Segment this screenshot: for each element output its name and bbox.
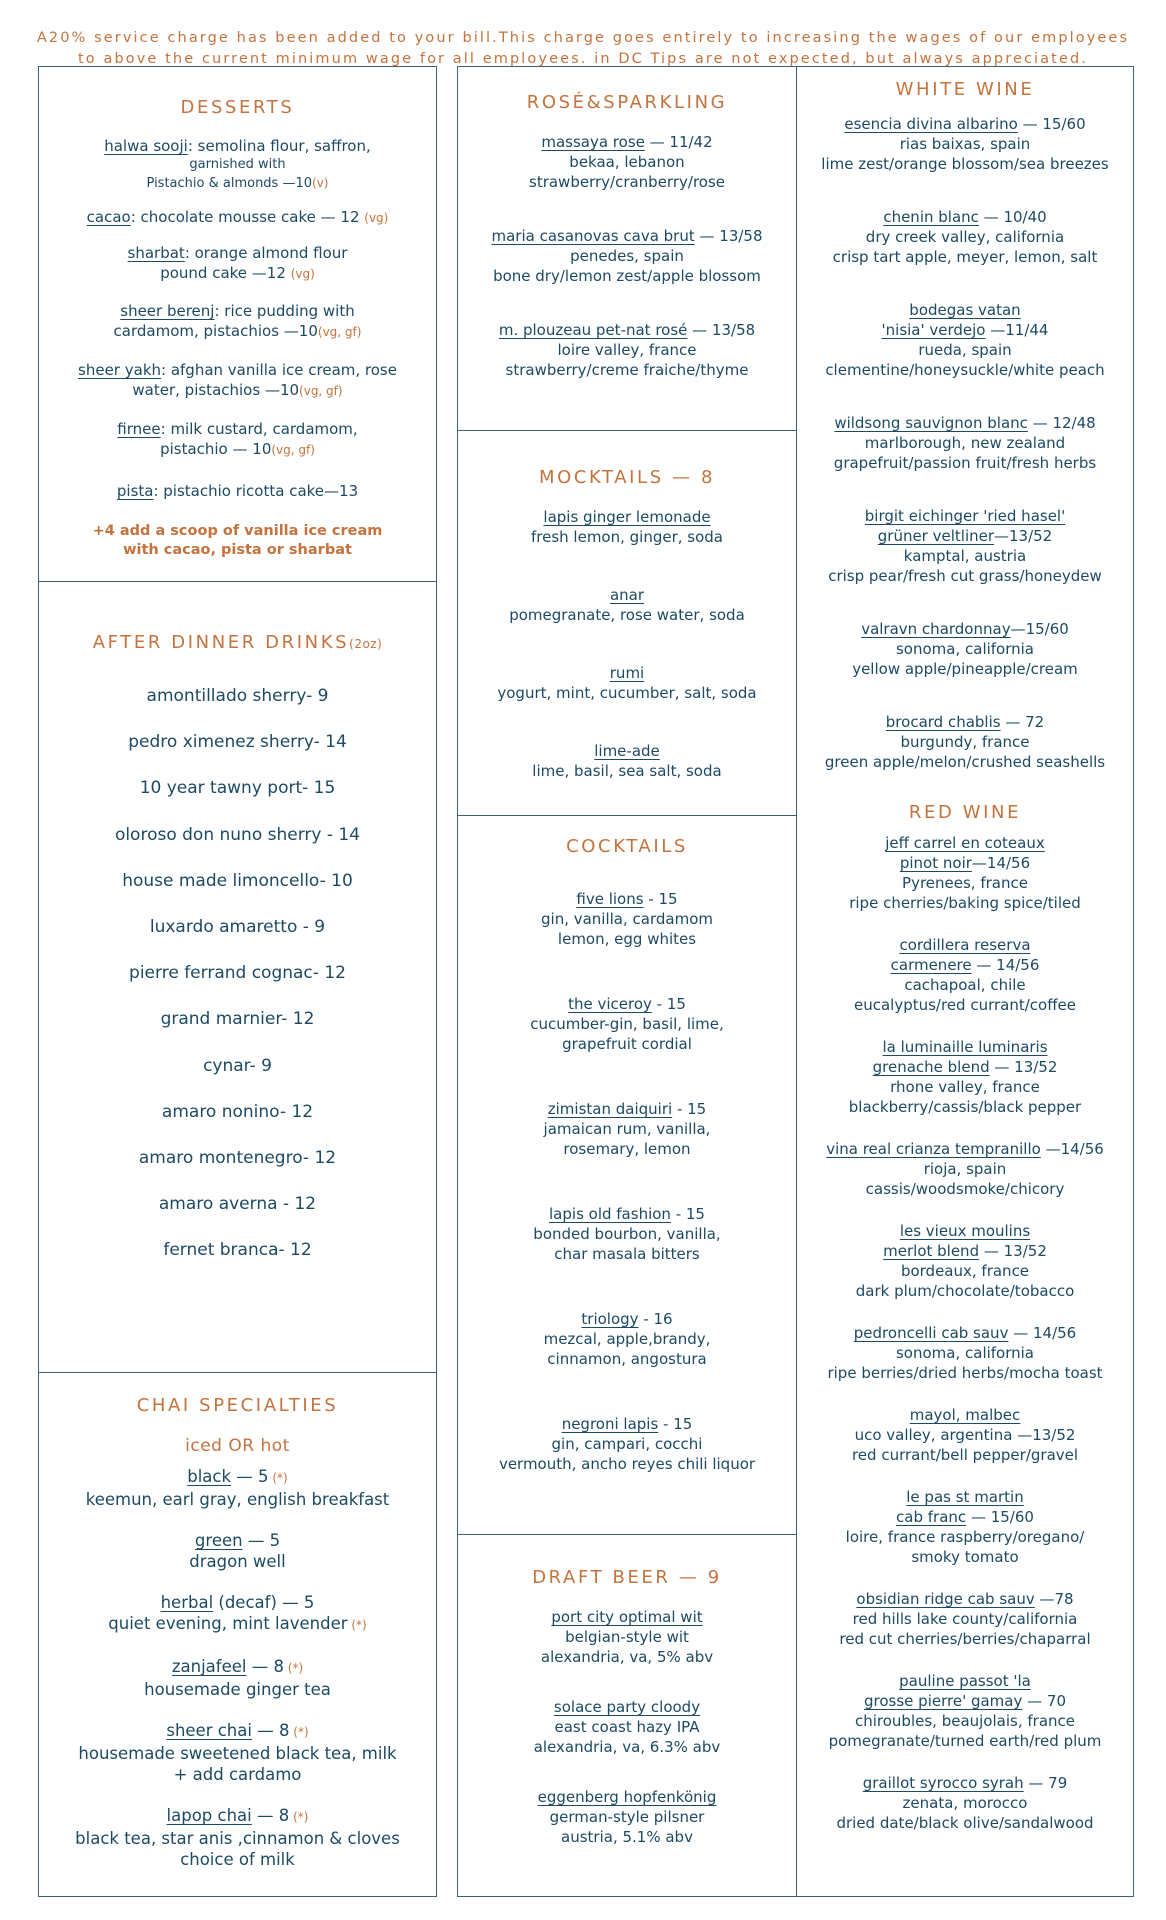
white-wine-item-name: bodegas vatan <box>909 301 1021 319</box>
middle-column <box>457 66 796 1897</box>
white-wine-item-name: 'nisia' verdejo <box>881 321 986 339</box>
white-wine-item-name: birgit eichinger 'ried hasel' <box>864 507 1066 525</box>
red-wine-heading: RED WINE <box>908 802 1022 823</box>
white-wine-item: brocard chablis — 72 burgundy, france green apple/melon/crushed seashells <box>824 713 1106 771</box>
white-wine-item-name: grüner veltliner <box>877 527 995 545</box>
red-wine-item: mayol, malbec uco valley, argentina —13/52 red currant/bell pepper/gravel <box>851 1406 1079 1464</box>
rose-item: massaya rose — 11/42 bekaa, lebanon strawberry/cranberry/rose <box>529 133 725 191</box>
red-wine-item: le pas st martin cab franc — 15/60 loire, france raspberry/oregano/ smoky tomato <box>797 1487 1133 1567</box>
dessert-name: pista <box>116 482 154 500</box>
mocktail-item-name: lapis ginger lemonade <box>543 508 711 526</box>
mocktail-item-name: rumi <box>609 664 645 682</box>
white-wine-item-name: esencia divina albarino <box>844 115 1018 133</box>
cocktail-item-name: the viceroy <box>568 995 652 1013</box>
chai-item: zanjafeel — 8 (*) housemade ginger tea <box>144 1657 331 1699</box>
red-wine-item-name: la luminaille luminaris <box>882 1038 1048 1056</box>
white-wine-section <box>797 67 1133 772</box>
mocktail-item: lime-ade lime, basil, sea salt, soda <box>532 742 722 780</box>
cocktail-item-name: triology <box>581 1310 639 1328</box>
beer-item-name: port city optimal wit <box>551 1608 703 1626</box>
desserts-heading: DESSERTS <box>180 97 295 118</box>
white-wine-item: birgit eichinger 'ried hasel' grüner veltliner—13/52 kamptal, austria crisp pear/fresh cut grass/honeydew <box>797 506 1133 586</box>
mocktail-item: anar pomegranate, rose water, soda <box>509 586 745 624</box>
dessert-item: pista: pistachio ricotta cake—13 <box>116 482 359 500</box>
chai-name: herbal <box>160 1593 214 1612</box>
red-wine-item-name: graillot syrocco syrah <box>862 1774 1024 1792</box>
after-dinner-item: pierre ferrand cognac- 12 <box>129 963 346 984</box>
white-wine-list <box>797 114 1133 772</box>
red-wine-item-name: le pas st martin <box>906 1488 1024 1506</box>
after-dinner-item: amaro nonino- 12 <box>161 1101 314 1122</box>
red-wine-list <box>797 833 1133 1833</box>
chai-name: green <box>194 1531 243 1550</box>
dessert-name: halwa sooji <box>104 137 188 155</box>
rose-sparkling-section <box>458 67 796 430</box>
after-dinner-drinks-section <box>39 582 436 1372</box>
cocktails-list <box>458 889 796 1474</box>
mocktails-list <box>458 507 796 781</box>
rose-item-name: m. plouzeau pet-nat rosé <box>498 321 688 339</box>
white-wine-heading: WHITE WINE <box>895 79 1035 100</box>
cocktail-item-name: lapis old fashion <box>549 1205 671 1223</box>
dessert-item: sheer yakh: afghan vanilla ice cream, rose water, pistachios —10(vg, gf) <box>78 361 397 399</box>
rose-item-name: massaya rose <box>541 133 645 151</box>
red-wine-section <box>797 802 1133 1833</box>
cocktail-item-name: zimistan daiquiri <box>547 1100 673 1118</box>
red-wine-item: obsidian ridge cab sauv —78 red hills lake county/california red cut cherries/berries/chaparral <box>839 1590 1091 1648</box>
white-wine-item-name: wildsong sauvignon blanc <box>834 414 1028 432</box>
left-column <box>38 66 437 1897</box>
dessert-name: sharbat <box>127 244 185 262</box>
after-dinner-item: house made limoncello- 10 <box>122 870 353 891</box>
notice-line-1: A20% service charge has been added to your bill.This charge goes entirely to increasing the wages of our employees <box>36 30 1130 46</box>
red-wine-item-name: obsidian ridge cab sauv <box>856 1590 1035 1608</box>
after-dinner-item: grand marnier- 12 <box>160 1009 315 1030</box>
red-wine-item-name: grosse pierre' gamay <box>864 1692 1023 1710</box>
beer-item-name: eggenberg hopfenkönig <box>537 1788 717 1806</box>
red-wine-item-name: jeff carrel en coteaux <box>885 834 1045 852</box>
cocktail-item: zimistan daiquiri - 15 jamaican rum, vanilla, rosemary, lemon <box>543 1100 711 1158</box>
after-dinner-item: fernet branca- 12 <box>163 1240 312 1261</box>
chai-name: zanjafeel <box>171 1657 247 1676</box>
draft-beer-heading: DRAFT BEER — 9 <box>532 1567 722 1588</box>
cocktail-item-name: five lions <box>576 890 644 908</box>
red-wine-item: la luminaille luminaris grenache blend — 13/52 rhone valley, france blackberry/cassis/black pepper <box>797 1037 1133 1117</box>
mocktail-item-name: anar <box>609 586 645 604</box>
dessert-item: halwa sooji: semolina flour, saffron, garnished with Pistachio & almonds —10(v) <box>104 137 371 191</box>
red-wine-item-name: mayol, malbec <box>909 1406 1021 1424</box>
red-wine-item-name: pedroncelli cab sauv <box>853 1324 1009 1342</box>
cocktail-item: lapis old fashion - 15 bonded bourbon, vanilla, char masala bitters <box>533 1205 721 1263</box>
chai-name: sheer chai <box>166 1721 252 1740</box>
dessert-item: firnee: milk custard, cardamom, pistachio — 10(vg, gf) <box>117 420 358 458</box>
dessert-item: sheer berenj: rice pudding with cardamom, pistachios —10(vg, gf) <box>113 302 362 340</box>
white-wine-item: valravn chardonnay—15/60 sonoma, california yellow apple/pineapple/cream <box>852 620 1078 678</box>
mocktails-section <box>458 431 796 815</box>
dessert-name: cacao <box>86 208 131 226</box>
red-wine-item-name: merlot blend <box>883 1242 980 1260</box>
chai-item: herbal (decaf) — 5 quiet evening, mint lavender (*) <box>108 1593 367 1633</box>
after-dinner-item: amontillado sherry- 9 <box>146 686 329 706</box>
desserts-section <box>39 67 436 581</box>
white-wine-item-name: valravn chardonnay <box>861 620 1011 638</box>
chai-item: black — 5 (*) keemun, earl gray, english breakfast <box>85 1467 390 1509</box>
chai-heading: CHAI SPECIALTIES <box>136 1395 339 1416</box>
white-wine-item: wildsong sauvignon blanc — 12/48 marlborough, new zealand grapefruit/passion fruit/fresh herbs <box>833 414 1097 472</box>
rose-sparkling-heading: ROSÉ&SPARKLING <box>526 92 728 113</box>
cocktail-item: triology - 16 mezcal, apple,brandy, cinnamon, angostura <box>543 1310 711 1368</box>
chai-item: sheer chai — 8 (*) housemade sweetened black tea, milk + add cardamo <box>78 1721 397 1784</box>
after-dinner-pour-size: (2oz) <box>349 637 383 651</box>
cocktails-heading: COCKTAILS <box>566 836 688 857</box>
red-wine-item-name: pauline passot 'la <box>899 1672 1031 1690</box>
mocktail-item: lapis ginger lemonade fresh lemon, ginger, soda <box>530 508 724 546</box>
dessert-name: sheer yakh <box>78 361 162 379</box>
dessert-name: sheer berenj <box>120 302 215 320</box>
red-wine-item: graillot syrocco syrah — 79 zenata, morocco dried date/black olive/sandalwood <box>836 1774 1094 1832</box>
chai-name: lapop chai <box>166 1806 252 1825</box>
white-wine-item: chenin blanc — 10/40 dry creek valley, california crisp tart apple, meyer, lemon, salt <box>832 208 1098 266</box>
notice-line-2: to above the current minimum wage for all employees. in DC Tips are not expected, but always appreciated. <box>78 51 1088 67</box>
dessert-item: sharbat: orange almond flour pound cake —12 (vg) <box>127 244 348 282</box>
red-wine-item: jeff carrel en coteaux pinot noir—14/56 Pyrenees, france ripe cherries/baking spice/tiled <box>797 833 1133 913</box>
rose-item-name: maria casanovas cava brut <box>491 227 695 245</box>
beer-item: solace party cloody east coast hazy IPA alexandria, va, 6.3% abv <box>533 1698 721 1756</box>
red-wine-item-name: cordillera reserva <box>899 936 1031 954</box>
white-wine-item: esencia divina albarino — 15/60 rias baixas, spain lime zest/orange blossom/sea breezes <box>821 115 1109 173</box>
white-wine-item-name: brocard chablis <box>885 713 1001 731</box>
rose-item: m. plouzeau pet-nat rosé — 13/58 loire valley, france strawberry/creme fraiche/thyme <box>498 321 756 379</box>
after-dinner-item: luxardo amaretto - 9 <box>149 916 326 937</box>
red-wine-item-name: vina real crianza tempranillo <box>826 1140 1041 1158</box>
chai-item: green — 5 dragon well <box>189 1531 286 1571</box>
mocktails-heading: MOCKTAILS — 8 <box>538 467 716 488</box>
dessert-item: cacao: chocolate mousse cake — 12 (vg) <box>86 208 389 226</box>
red-wine-item: vina real crianza tempranillo —14/56 rioja, spain cassis/woodsmoke/chicory <box>826 1140 1104 1198</box>
chai-item: lapop chai — 8 (*) black tea, star anis ,cinnamon & cloves choice of milk <box>75 1806 400 1869</box>
chai-list <box>39 1466 436 1870</box>
cocktail-item: the viceroy - 15 cucumber-gin, basil, lime, grapefruit cordial <box>530 995 724 1053</box>
red-wine-item: pedroncelli cab sauv — 14/56 sonoma, california ripe berries/dried herbs/mocha toast <box>827 1324 1103 1382</box>
chai-specialties-section <box>39 1373 436 1893</box>
red-wine-item-name: pinot noir <box>899 854 972 872</box>
after-dinner-item: amaro averna - 12 <box>158 1194 317 1215</box>
draft-beer-section <box>458 1535 796 1895</box>
beer-item-name: solace party cloody <box>553 1698 701 1716</box>
red-wine-item: cordillera reserva carmenere — 14/56 cachapoal, chile eucalyptus/red currant/coffee <box>797 935 1133 1015</box>
dessert-name: firnee <box>117 420 161 438</box>
draft-beer-list <box>458 1607 796 1847</box>
cocktail-item-name: negroni lapis <box>561 1415 659 1433</box>
cocktail-item: negroni lapis - 15 gin, campari, cocchi vermouth, ancho reyes chili liquor <box>498 1415 756 1473</box>
red-wine-item-name: cab franc <box>896 1508 967 1526</box>
mocktail-item: rumi yogurt, mint, cucumber, salt, soda <box>497 664 757 702</box>
cocktails-section <box>458 816 796 1534</box>
right-column <box>796 66 1134 1897</box>
white-wine-item: bodegas vatan 'nisia' verdejo —11/44 rueda, spain clementine/honeysuckle/white peach <box>797 300 1133 380</box>
rose-sparkling-list <box>458 132 796 380</box>
after-dinner-item: pedro ximenez sherry- 14 <box>128 732 347 753</box>
red-wine-item: pauline passot 'la grosse pierre' gamay — 70 chiroubles, beaujolais, france pomegranate/turned earth/red plum <box>797 1671 1133 1751</box>
after-dinner-heading: AFTER DINNER DRINKS(2oz) <box>92 632 383 653</box>
after-dinner-item: amaro montenegro- 12 <box>138 1147 337 1168</box>
beer-item: port city optimal wit belgian-style wit alexandria, va, 5% abv <box>540 1608 714 1666</box>
after-dinner-item: oloroso don nuno sherry - 14 <box>114 824 361 845</box>
white-wine-item-name: chenin blanc <box>883 208 979 226</box>
chai-subtitle: iced OR hot <box>185 1436 290 1456</box>
red-wine-item: les vieux moulins merlot blend — 13/52 bordeaux, france dark plum/chocolate/tobacco <box>797 1221 1133 1301</box>
red-wine-item-name: grenache blend <box>872 1058 990 1076</box>
red-wine-item-name: les vieux moulins <box>899 1222 1031 1240</box>
mocktail-item-name: lime-ade <box>594 742 660 760</box>
red-wine-item-name: carmenere <box>890 956 972 974</box>
after-dinner-item: 10 year tawny port- 15 <box>139 778 336 799</box>
dessert-addon-note: +4 add a scoop of vanilla ice cream with cacao, pista or sharbat <box>92 523 383 558</box>
beer-item: eggenberg hopfenkönig german-style pilsner austria, 5.1% abv <box>537 1788 717 1846</box>
after-dinner-list <box>39 685 436 1261</box>
cocktail-item: five lions - 15 gin, vanilla, cardamom lemon, egg whites <box>541 890 713 948</box>
chai-name: black <box>187 1467 232 1486</box>
after-dinner-item: cynar- 9 <box>203 1055 272 1076</box>
service-charge-notice <box>0 28 1166 70</box>
rose-item: maria casanovas cava brut — 13/58 penedes, spain bone dry/lemon zest/apple blossom <box>491 227 763 285</box>
